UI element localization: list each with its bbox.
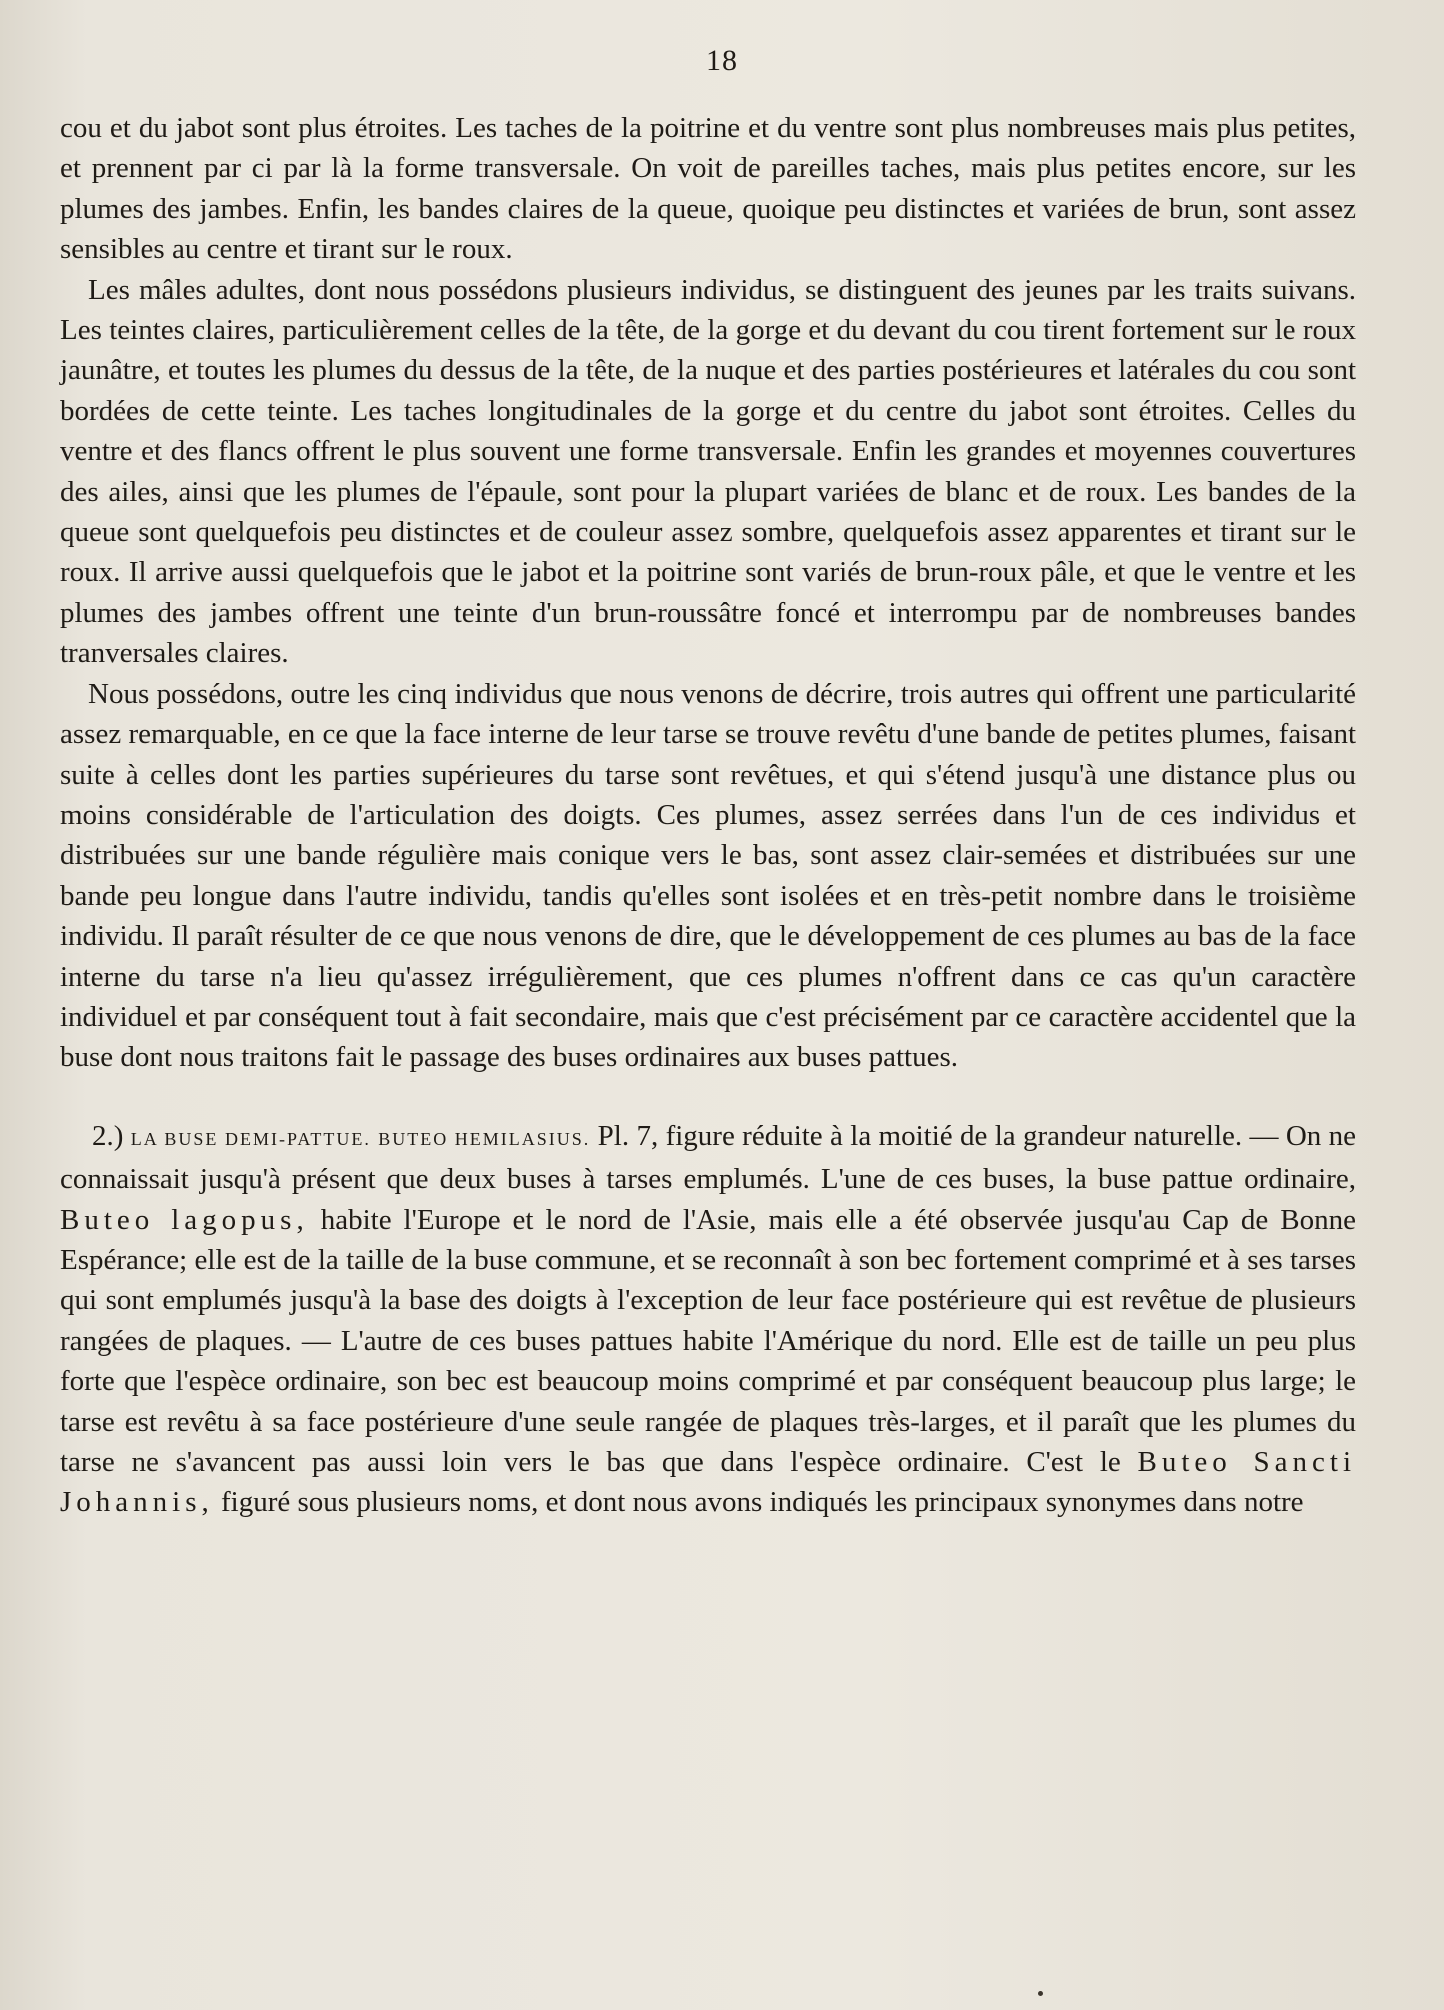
species-name-latin: BUTEO HEMILASIUS. bbox=[378, 1128, 591, 1149]
paragraph-continued: cou et du jabot sont plus étroites. Les taches de la poitrine et du ventre sont plus nombreuses mais plus petites, et prennent par ci par là la forme transversale. On voit de pareilles taches, mais plus petites encore, sur les plumes des jambes. Enfin, les bandes claires de la queue, quoique peu distinctes et variées de brun, sont assez sensibles au centre et tirant sur le roux. bbox=[60, 112, 1356, 266]
page-body bbox=[60, 108, 1356, 1523]
species-name-french: LA BUSE DEMI-PATTUE. bbox=[130, 1128, 371, 1149]
section-buteo-hemilasius bbox=[60, 1116, 1356, 1523]
page-number: 18 bbox=[706, 44, 738, 77]
section-text-part3: figuré sous plusieurs noms, et dont nous avons indiqués les principaux synonymes dans notre bbox=[221, 1486, 1304, 1519]
paragraph-tarsus-feathers: Nous possédons, outre les cinq individus que nous venons de décrire, trois autres qui offrent une particularité assez remarquable, en ce que la face interne de leur tarse se trouve revêtu d'une bande de petites plumes, faisant suite à celles dont les parties supérieures du tarse sont revêtues, et qui s'étend jusqu'à une distance plus ou moins considérable de l'articulation des doigts. Ces plumes, assez serrées dans l'un de ces individus et distribuées sur une bande régulière mais conique vers le bas, sont assez clair-semées et distribuées sur une bande peu longue dans l'autre individu, tandis qu'elles sont isolées et en très-petit nombre dans le troisième individu. Il paraît résulter de ce que nous venons de dire, que le développement de ces plumes au bas de la face interne du tarse n'a lieu qu'assez irrégulièrement, que ces plumes n'offrent dans ce cas qu'un caractère individuel et par conséquent tout à fait secondaire, mais que c'est précisément par ce caractère accidentel que la buse dont nous traitons fait le passage des buses ordinaires aux buses pattues. bbox=[60, 677, 1356, 1074]
paragraph-adult-males: Les mâles adultes, dont nous possédons plusieurs individus, se distinguent des jeunes par les traits suivans. Les teintes claires, particulièrement celles de la tête, de la gorge et du devant du cou tirent fortement sur le roux jaunâtre, et toutes les plumes du dessus de la tête, de la nuque et des parties postérieures et latérales du cou sont bordées de cette teinte. Les taches longitudinales de la gorge et du centre du jabot sont étroites. Celles du ventre et des flancs offrent le plus souvent une forme transversale. Enfin les grandes et moyennes couvertures des ailes, ainsi que les plumes de l'épaule, sont pour la plupart variées de blanc et de roux. Les bandes de la queue sont quelquefois peu distinctes et de couleur assez sombre, quelquefois assez apparentes et tirant sur le roux. Il arrive aussi quelquefois que le jabot et la poitrine sont variés de brun-roux pâle, et que le ventre et les plumes des jambes offrent une teinte d'un brun-roussâtre foncé et interrompu par de nombreuses bandes tranversales claires. bbox=[60, 273, 1356, 670]
section-number: 2.) bbox=[92, 1119, 124, 1152]
ink-speck bbox=[1038, 1991, 1043, 1996]
section-text-part1: Pl. 7, figure réduite à la moitié de la grandeur naturelle. — On ne connaissait jusqu'à présent que deux buses à tarses emplumés. L'une de ces buses, la buse pattue ordinaire, bbox=[60, 1119, 1356, 1196]
section-text-part2: habite l'Europe et le nord de l'Asie, mais elle a été observée jusqu'au Cap de Bonne Espérance; elle est de la taille de la buse commune, et se reconnaît à son bec fortement comprimé et à ses tarses qui sont emplumés jusqu'à la base des doigts à l'exception de leur face postérieure qui est revêtue de plusieurs rangées de plaques. — L'autre de ces buses pattues habite l'Amérique du nord. Elle est de taille un peu plus forte que l'espèce ordinaire, son bec est beaucoup moins comprimé et par conséquent beaucoup plus large; le tarse est revêtu à sa face postérieure d'une seule rangée de plaques très-larges, et il paraît que les plumes du tarse ne s'avancent pas aussi loin vers le bas que dans l'espèce ordinaire. C'est le bbox=[60, 1203, 1356, 1478]
species-buteo-lagopus: Buteo lagopus, bbox=[60, 1203, 309, 1236]
species-buteo-sancti-johannis: Buteo Sancti Johannis, bbox=[60, 1446, 1357, 1519]
